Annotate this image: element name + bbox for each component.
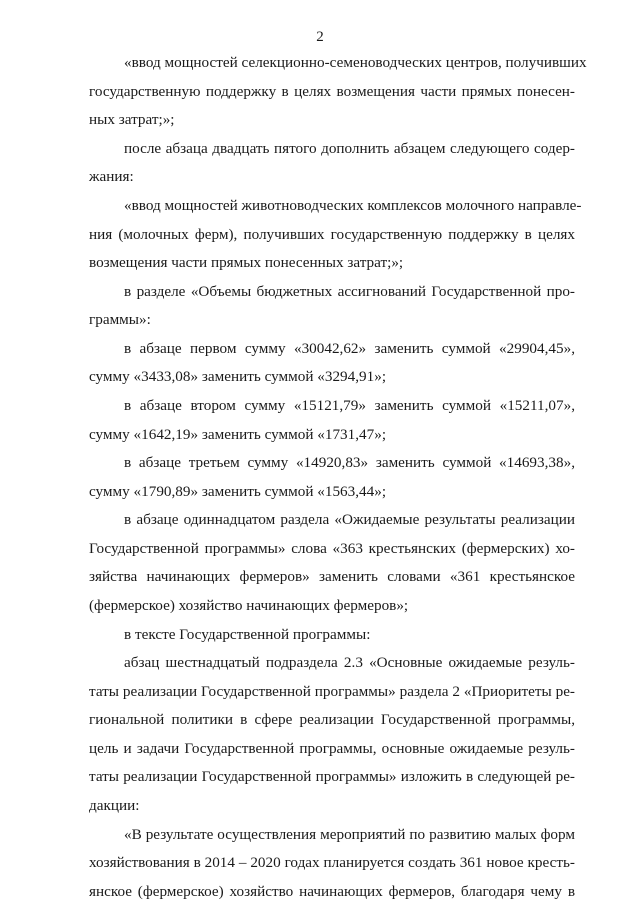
- text-line: (фермерское) хозяйство начинающих фермеров»;: [89, 597, 409, 614]
- text-line: таты реализации Государственной программы» раздела 2 «Приоритеты ре-: [89, 683, 575, 700]
- text-line: жания:: [89, 168, 134, 185]
- text-line: гиональной политики в сфере реализации Государственной программы,: [89, 711, 575, 728]
- text-line: граммы»:: [89, 311, 151, 328]
- text-line: дакции:: [89, 797, 140, 814]
- text-line: таты реализации Государственной программы» изложить в следующей ре-: [89, 768, 575, 785]
- text-line: зяйства начинающих фермеров» заменить словами «361 крестьянское: [89, 568, 575, 585]
- text-line: после абзаца двадцать пятого дополнить абзацем следующего содер-: [124, 140, 575, 157]
- text-line: ных затрат;»;: [89, 111, 175, 128]
- text-line: хозяйствования в 2014 – 2020 годах планируется создать 361 новое кресть-: [89, 854, 575, 871]
- text-line: в абзаце втором сумму «15121,79» заменить суммой «15211,07»,: [124, 397, 575, 414]
- text-line: сумму «3433,08» заменить суммой «3294,91»;: [89, 368, 387, 385]
- text-line: в абзаце одиннадцатом раздела «Ожидаемые результаты реализации: [124, 511, 575, 528]
- text-line: «В результате осуществления мероприятий по развитию малых форм: [124, 826, 575, 843]
- text-line: ния (молочных ферм), получивших государственную поддержку в целях: [89, 226, 575, 243]
- text-line: абзац шестнадцатый подраздела 2.3 «Основные ожидаемые резуль-: [124, 654, 575, 671]
- text-line: «ввод мощностей селекционно-семеноводческих центров, получивших: [124, 54, 587, 71]
- text-line: государственную поддержку в целях возмещения части прямых понесен-: [89, 83, 575, 100]
- text-line: янское (фермерское) хозяйство начинающих фермеров, благодаря чему в: [89, 883, 575, 900]
- text-line: в тексте Государственной программы:: [124, 626, 371, 643]
- page-number: 2: [316, 29, 324, 45]
- text-line: цель и задачи Государственной программы, основные ожидаемые резуль-: [89, 740, 575, 757]
- text-line: возмещения части прямых понесенных затрат;»;: [89, 254, 404, 271]
- text-line: «ввод мощностей животноводческих комплексов молочного направле-: [124, 197, 582, 214]
- text-line: сумму «1642,19» заменить суммой «1731,47»;: [89, 426, 387, 443]
- text-line: в абзаце третьем сумму «14920,83» заменить суммой «14693,38»,: [124, 454, 575, 471]
- text-line: Государственной программы» слова «363 крестьянских (фермерских) хо-: [89, 540, 575, 557]
- text-line: в абзаце первом сумму «30042,62» заменить суммой «29904,45»,: [124, 340, 575, 357]
- text-line: в разделе «Объемы бюджетных ассигнований Государственной про-: [124, 283, 575, 300]
- text-line: сумму «1790,89» заменить суммой «1563,44»;: [89, 483, 387, 500]
